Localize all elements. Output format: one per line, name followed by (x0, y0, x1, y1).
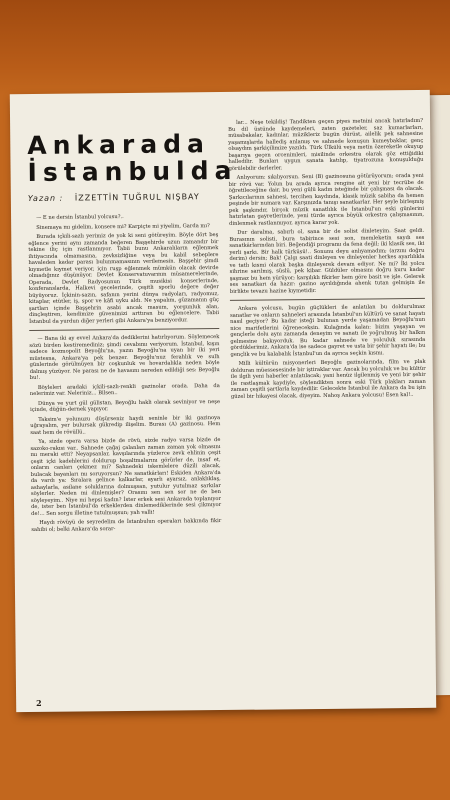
paragraph: Milli kültürün misyonerleri Beyoğlu gazinolarında, film ve plak dolduran müessesesinde bir iştiraklar var. Ancak bu yolculuk ve bu kültür ile ilgili yeni haberler anlatılacak; yani henüz ilgilenmiş ve yeni bir şehir ile rastlaşmak kaydiyle, söylendikten sonra eski Türk plakları zaman zaman çeşitli şartlarla kaydedilir. Gelecekte İstanbul ile Ankara da bu işin güzel bir hikayesi olacak, diyeyim. Nahoş Ankara yolcusu! Esen kal!.. (230, 358, 426, 400)
paragraph: Haydı rövüyü de seyredelim de İstanbulun operaları hakkında fikir sahibi ol; belki Ankara'da sorar- (31, 518, 222, 533)
paragraph: Böyleleri aradaki içkili-sazlı-renkli gazinolar orada. Daha da nelerimiz var. Neleriniz... Bilsen.. (29, 382, 220, 398)
paragraph: Ankara yolcusu, bugün güçlükleri ile anlatılan bu doldurulmaz sanatlar ve onların sahneleri arasında İstanbul'un kültürü ve sanat hayatı nasıl geçiyor? Bu kadar isteği bulunan yerde yaşamadan Beyoğlu'nun nice marifetlerini öğreneceksin. Kulağında kalan: bizim yaşayan ve gençlerle dolu aynı zamanda deneyim ve sanatı ile yoğrulmuş bir halkın gelmesine bakıyorduk. Bu kadar sahnede ve yolculuk sırasında gördüklerimiz, Ankara'da ise sadece gayret ve usta bir şehir hayatı ile; bu gençlik ve bu kalabalık İstanbul'un da ayrıca seçkin kısmı. (230, 303, 426, 358)
section-divider (29, 328, 219, 331)
title-line-2: İstanbulda (27, 155, 238, 188)
page-number: 2 (36, 697, 42, 708)
author-label: Yazan : (27, 193, 64, 204)
author-name: İZZETTİN TUĞRUL NIŞBAY (74, 192, 200, 203)
paragraph: Dünya ve yurt gül gülistan, Beyoğlu hakli olarak seviniyor ve neşe içinde, düğün-dernek yapıyor. (30, 398, 221, 414)
paragraph: Taksim'e yolunuzu düşürseniz haydi seninle bir iki gazinoya uğrayalım, yer bulursak gükredip ilişelim. Burası (A) gazinosu. Hem saat hem de rövüllü.. (30, 414, 221, 436)
paragraph: Burada içkili-sazlı yerimiz de yok ki seni götüreyim. Böyle dört beş eğlence yerini aynı zamanda beğeren Başşehirde uzun zamandır bir tekine iliç için rastlanmıyor. Tabii bunu Ankaralıların eğlenmek ihtiyacında olmamasına, zevksizliğine veya bu kabil sebeplere havaleden kadar parası bulunmamasının verilemesin. Başşehir şimdi kıymetle kıymet veriyor, için ruşp eğlenmek mümkün olacak devirde olmadığınız düşünüyor. Devlet Konservatuvarının müsamerelerinde, Operada, Devlet Radyosunun Türk musikisi konserlerinde, konferanslarda, Halkevi gecelerinde, çeşitli sporlu değere değer büyüyoruz. İçkinin-sazın, safanın yerini dünya radyoları, radyomuz, kitaplar, etütler, iş, spor ve kâfi uyku aldı. Ne yapalım, güzamanın güç şartları içinde Başşehrin asabi ancak masum, yorgunluk alan, dinçleştiren, kendimize güvenimizi arttıran bu eğlencelere. Tabii İstanbul da yurdun diğer yerleri gibi Ankara'ya benziyordur. (28, 232, 220, 325)
left-column (27, 129, 238, 536)
right-column (228, 118, 426, 403)
paragraph: Dur daralma, sabırlı ol, sana bir de solist dinleteyim. Saat geldi. Burasının solisti, bura tabirince sesi son, memleketin saydı ses sanatkârlarından biri. Beğendiği programı da fena değil; iki klasik ses, iki yerli şarkı. Bir halk türküsü!.. Sonunu deyu anlıyamadım; (arzını doğru derim) dersin; Bak! Çalgı saati dinleyen ve dinleyenler herkes ayarlılıkla ve tatlı kısmi olarak başka dinleyerek devam ediyor. Ne mi? İki yolcu sihrine sarılmış, süslü, pek kibar. Güldüler olmasını doğru kuru kadar şaşmaz bu hem yürüyor; karşılıklı fikirler hem göre basit ve işle. Gelerek ses sanatkarı da hazır: gazino ayrıldığında ahenk tutan gelmişin ile birlikte tevazu hazine kıymetidir. (229, 227, 425, 295)
article-title (27, 129, 238, 188)
left-text (28, 213, 221, 533)
title-line-1: Ankarada (27, 129, 211, 161)
paragraph: Anlıyorum: sıkılıyorsun. Seni (B) gazinosuna götürüyorum; orada yeni bir rövü var. Yolun bu arada ayrıca rengine ait yeni bir tecrübe de öğretileceğine dair, bu yeni gülü kadın isteğinde bir çalışması da olacak. Şarkıcılarının sahnesi, tercihen kaydında, klasik müzik sabiha da hemen peşinde bir numara var. Karşınızda tanışı sanatkarlar. Her şeyle birleşmiş pek şaşkındır, birçok müzik sanatlılık ile İstanbul'un eski günlerini hatırlatan gayretlerinde, yeni türde ayrıca büyük orkestra çalışmasının, dinlenmek rastlanmıyor, ayrıca karar yok. (228, 172, 425, 227)
section-divider (230, 298, 425, 301)
paragraph: Ya, sizde opera varsa bizde de rövü, sizde radyo varsa bizde de sazoko-rakısı var.. Sahnede çağaj çalanları zaman zaman yok olmasını mı meraki etti? Neyapsanlar, kavşılarında yüzlerce zevk ehlinin çeşit çeşit içki kadehlerini doldurup boşaltmalarını görürler de, insaf et, onların canları çekmez mi? Sahnedeki iskemlelere düzili alacak, bulacak bayanları mı soruyorsun? Ne sanatkârları! Eskiden Ankara'da da vardı ya: Sıralara gelince kalkarlar, ayarlı ayarsız, anlaklıklaş, ashaylarla, asilane soluklarına dolmuşsan, yutulur yutulmaz sarkılar söylerler. Neden mi dinlemişler? Orasını sen sen sor ne de ben söyleyeyim.. Niye mi hepsi kadın? İster erkek sesi Ankarada toplanıyor de, ister ben İstanbul'da erkeklerden dinlemediklerinde sesi çikmıyor de!... Sen sorgu illetine tutulmuşsun; yah valli! (30, 437, 222, 517)
paragraph: lar... Neşe tekildiş! Tandikten geçen piyes metnini ancak hatırladım? Bu dil üstünde kaydemeleri, zaten gazeteler, saz kumarlarları, müsabakalar, kadınlar, müzikleriz bugün dürüst, ailelik pek sahnesine yaşamışlarda hallediş anlamış ve sahnede konuşun kumeybaklar, genç olsaydım şarkiçilimize yazıldı. Türk Ülkülü veya metin özereketle okuyup başarıya geçen orcenimleri, misilinde orkestra olarak göz ettiğidiki halledilir. Bunları uygun sanata katılıp, tiyatrozuna konuşulduğu görülebilir derlerler. (228, 117, 424, 172)
paragraph: Sinemaya mı gidelim, konsere mi? Karpiçte mi yiyelim, Garda mı? (36, 222, 210, 231)
magazine-page (10, 90, 436, 712)
background-top (0, 0, 450, 95)
author-byline (28, 192, 218, 203)
paragraph: — E ne dersin İstanbul yolcusu?.. (36, 214, 124, 221)
paragraph: — Bana iki ay evvel Ankara'da dediklerini hatırlıyorum. Söylemecek sözü birden kestiremediniz; şimdi cevabımı veriyorum. İstanbul, kışın sadece kozmopolit Beyoğlu'na, yazın Beyoğlu'na uyan bir iki yeri müstesna, Ankara'ya pek benzer. Beyoğlu'nuz ferahlık ve sulh günlerinde görülmüyen bir coşkunluk ve hovardalıkla neden böyle dalmış yüzüyor. Ne parası ne de havasını nereden edildiği ses: Beyoğlu bu!. (29, 334, 220, 382)
